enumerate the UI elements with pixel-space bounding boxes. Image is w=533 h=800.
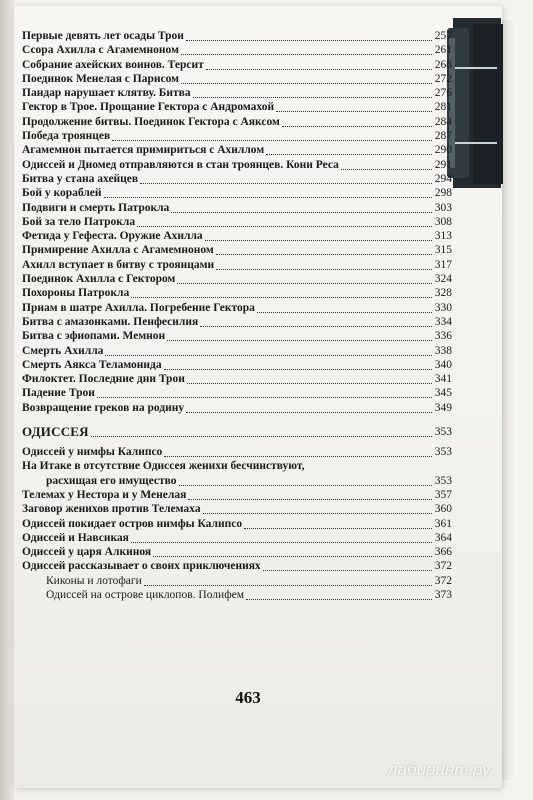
toc-entry-page: 287: [434, 130, 452, 143]
toc-entry: [22, 286, 452, 300]
leader-dots: [205, 240, 432, 241]
toc-entry-title: Одиссей у нимфы Калипсо: [22, 446, 163, 459]
page-number: 463: [235, 688, 261, 707]
toc-entry-page: 361: [434, 517, 452, 530]
toc-entry-page: 372: [434, 560, 452, 573]
toc-entry-page: 261: [434, 44, 452, 57]
toc-entry-page: 330: [434, 301, 452, 314]
toc-entry-title: Ссора Ахилла с Агамемноном: [22, 44, 179, 57]
toc-entry-title: Ахилл вступает в битву с троянцами: [22, 258, 215, 271]
toc-entry-page: 334: [434, 315, 452, 328]
toc-entry-title: Победа троянцев: [22, 130, 111, 143]
toc-entry-page: 281: [434, 101, 452, 114]
leader-dots: [97, 397, 432, 398]
toc-entry-page: 353: [434, 426, 452, 439]
toc-entry-title: расхищая его имущество: [46, 474, 177, 487]
toc-entry: [22, 488, 452, 502]
toc-entry-title: Первые девять лет осады Трои: [22, 30, 184, 42]
leader-dots: [164, 369, 432, 370]
toc-entry-title: Агамемнон пытается примириться с Ахиллом: [22, 144, 265, 157]
toc-entry: [22, 372, 452, 386]
toc-entry-page: 284: [434, 115, 452, 128]
toc-entry-title: Возвращение греков на родину: [22, 401, 185, 414]
toc-entry: [22, 329, 452, 343]
leader-dots: [200, 326, 432, 327]
leader-dots: [246, 599, 432, 600]
toc-entry: [22, 229, 452, 243]
toc-entry-title: Поединок Менелая с Парисом: [22, 72, 179, 85]
leader-dots: [171, 212, 431, 213]
leader-dots: [244, 528, 432, 529]
section-heading: [22, 425, 452, 442]
toc-entry: [22, 172, 452, 186]
leader-dots: [188, 499, 431, 500]
toc-entry-title: Телемах у Нестора и у Менелая: [22, 488, 187, 501]
toc-entry-title: Битва с амазонками. Пенфесилия: [22, 315, 199, 328]
leader-dots: [140, 183, 432, 184]
toc-entry: [22, 315, 452, 329]
toc-entry-title: Подвиги и смерть Патрокла: [22, 201, 170, 214]
leader-dots: [164, 456, 431, 457]
watermark: лабиринт.ру: [388, 760, 491, 779]
toc-entry: [22, 344, 452, 358]
toc-entry-page: 373: [434, 588, 452, 601]
leader-dots: [216, 254, 432, 255]
toc-entry: [22, 215, 452, 229]
leader-dots: [131, 542, 432, 543]
toc-entry: [22, 358, 452, 372]
toc-entry-page: 308: [434, 215, 452, 228]
toc-entry: [22, 72, 452, 86]
toc-entry-title: Бой за тело Патрокла: [22, 215, 136, 228]
toc-entry-title: Собрание ахейских воинов. Терсит: [22, 58, 204, 71]
toc-entry-page: 315: [434, 244, 452, 257]
toc-entry-title: Филоктет. Последние дни Трои: [22, 373, 185, 386]
toc-entry-page: 257: [434, 30, 452, 42]
leader-dots: [186, 412, 432, 413]
toc-entry-page: 317: [434, 258, 452, 271]
leader-dots: [167, 340, 432, 341]
toc-entry-title: Одиссей на острове циклопов. Полифем: [46, 588, 245, 601]
leader-dots: [177, 283, 431, 284]
toc-entry: [22, 272, 452, 286]
toc-entry-title: Битва у стана ахейцев: [22, 172, 139, 185]
leader-dots: [181, 54, 432, 55]
toc-entry-title: Похороны Патрокла: [22, 287, 130, 300]
toc-entry: [22, 143, 452, 157]
toc-entry-title: Продолжение битвы. Поединок Гектора с Аяксом: [22, 115, 280, 128]
toc-entry: [22, 86, 452, 100]
toc-entry-page: 366: [434, 546, 452, 559]
toc-entry-title: Битва с эфиопами. Мемнон: [22, 330, 166, 343]
toc-subentry: [22, 588, 452, 602]
toc-entry-page: 272: [434, 72, 452, 85]
toc-entry-title: Одиссей и Навсикая: [22, 531, 129, 544]
toc-entry: [22, 531, 452, 545]
leader-dots: [263, 570, 432, 571]
toc-entry-page: 268: [434, 58, 452, 71]
leader-dots: [153, 556, 432, 557]
leader-dots: [203, 513, 432, 514]
book-gutter-shadow: [0, 0, 14, 800]
toc-entry-title: Смерть Аякса Теламонида: [22, 358, 162, 371]
toc-entry-page: 276: [434, 87, 452, 100]
leader-dots: [186, 40, 432, 41]
toc-entry-page: 372: [434, 574, 452, 587]
leader-dots: [266, 154, 432, 155]
toc-entry: [22, 545, 452, 559]
leader-dots: [104, 197, 432, 198]
toc-entry-title: Смерть Ахилла: [22, 344, 104, 357]
toc-entry: [22, 201, 452, 215]
toc-entry: [22, 386, 452, 400]
binder-clip-icon: [447, 18, 505, 188]
toc-entry-page: 290: [434, 144, 452, 157]
toc-entry-page: 357: [434, 488, 452, 501]
toc-entry-title: Гектор в Трое. Прощание Гектора с Андромахой: [22, 101, 275, 114]
toc-entry: [22, 243, 452, 257]
leader-dots: [257, 312, 432, 313]
toc-entry-title: Фетида у Гефеста. Оружие Ахилла: [22, 230, 203, 243]
leader-dots: [187, 383, 432, 384]
leader-dots: [91, 436, 432, 437]
leader-dots: [276, 111, 432, 112]
leader-dots: [216, 269, 432, 270]
toc-entry: [22, 445, 452, 459]
toc-entry-page: 303: [434, 201, 452, 214]
toc-entry: [22, 258, 452, 272]
leader-dots: [131, 297, 431, 298]
toc-entry-title: Одиссей и Диомед отправляются в стан троянцев. Кони Реса: [22, 158, 339, 171]
table-of-contents: [22, 29, 452, 602]
toc-entry-page: 294: [434, 172, 452, 185]
toc-entry-title: Заговор женихов против Телемаха: [22, 503, 201, 516]
leader-dots: [179, 485, 432, 486]
toc-entry-page: 298: [434, 187, 452, 200]
leader-dots: [206, 69, 432, 70]
toc-entry-page: 328: [434, 287, 452, 300]
toc-entry-page: 336: [434, 330, 452, 343]
toc-entry-multiline: [22, 459, 452, 473]
toc-entry-page: 364: [434, 531, 452, 544]
toc-entry-title: Одиссей у царя Алкиноя: [22, 546, 152, 559]
toc-entry-title: Одиссей рассказывает о своих приключениях: [22, 560, 261, 573]
leader-dots: [341, 169, 432, 170]
toc-entry: [22, 401, 452, 415]
leader-dots: [181, 83, 432, 84]
toc-entry-title: Примирение Ахилла с Агамемноном: [22, 244, 214, 257]
toc-entry: [22, 29, 452, 43]
toc-entry-title: Приам в шатре Ахилла. Погребение Гектора: [22, 301, 255, 314]
toc-entry-line2: [22, 474, 452, 488]
toc-entry-title: Падение Трои: [22, 387, 95, 400]
toc-entry: [22, 115, 452, 129]
toc-entry-page: 345: [434, 387, 452, 400]
toc-entry-page: 324: [434, 273, 452, 286]
toc-entry: [22, 100, 452, 114]
leader-dots: [112, 140, 432, 141]
toc-entry-page: 360: [434, 503, 452, 516]
toc-entry-page: 340: [434, 358, 452, 371]
toc-entry: [22, 43, 452, 57]
toc-entry-title: Поединок Ахилла с Гектором: [22, 273, 176, 286]
toc-entry-line1: [22, 459, 452, 473]
toc-entry-page: 349: [434, 401, 452, 414]
leader-dots: [105, 355, 431, 356]
toc-entry-title: Одиссей покидает остров нимфы Калипсо: [22, 517, 243, 530]
toc-entry-page: 338: [434, 344, 452, 357]
toc-entry: [22, 502, 452, 516]
leader-dots: [282, 126, 432, 127]
leader-dots: [137, 226, 432, 227]
toc-entry: [22, 158, 452, 172]
toc-entry-page: 353: [434, 446, 452, 459]
toc-entry: [22, 517, 452, 531]
toc-entry-title: Киконы и лотофаги: [46, 574, 142, 587]
toc-entry-title: На Итаке в отсутствие Одиссея женихи бесчинствуют,: [22, 460, 305, 473]
toc-entry: [22, 559, 452, 573]
leader-dots: [144, 585, 432, 586]
toc-entry-page: 313: [434, 230, 452, 243]
toc-entry-title: Бой у кораблей: [22, 187, 102, 200]
toc-entry: [22, 129, 452, 143]
toc-entry-page: 291: [434, 158, 452, 171]
toc-entry-page: 353: [434, 474, 452, 487]
toc-entry-page: 341: [434, 373, 452, 386]
toc-entry-title: Пандар нарушает клятву. Битва: [22, 87, 191, 100]
leader-dots: [193, 97, 432, 98]
toc-subentry: [22, 574, 452, 588]
toc-entry: [22, 186, 452, 200]
toc-entry: [22, 58, 452, 72]
toc-entry: [22, 301, 452, 315]
toc-entry-title: ОДИССЕЯ: [22, 424, 89, 440]
